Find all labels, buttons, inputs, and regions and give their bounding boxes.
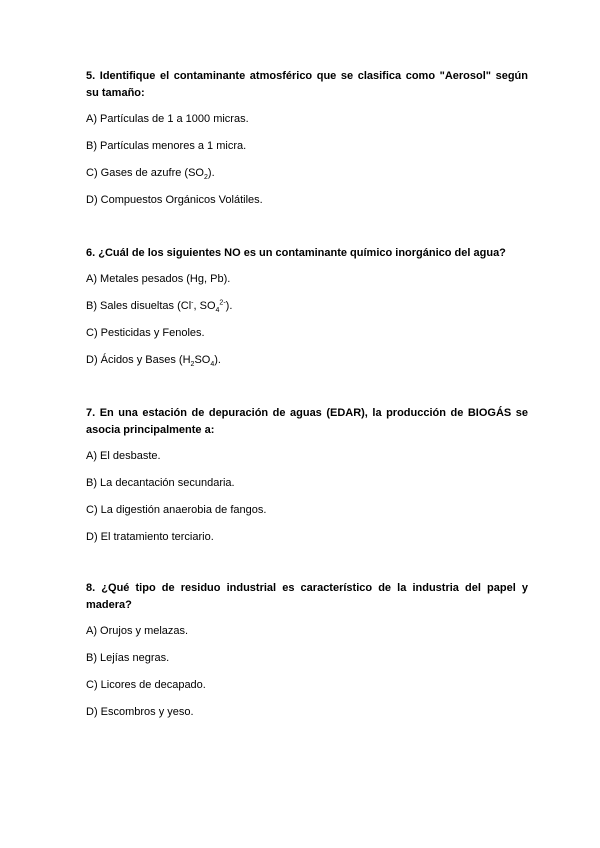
option-a: A) Partículas de 1 a 1000 micras. (86, 113, 249, 125)
question-title: 5. Identifique el contaminante atmosférico que se clasifica como "Aerosol" según su tamaño: (86, 70, 528, 99)
question-title: 8. ¿Qué tipo de residuo industrial es característico de la industria del papel y madera? (86, 582, 528, 611)
option-b-text: B) Sales disueltas (Cl (86, 300, 192, 312)
question-7 (86, 405, 528, 557)
option-b: B) Partículas menores a 1 micra. (86, 140, 247, 152)
option-a: A) Metales pesados (Hg, Pb). (86, 273, 231, 285)
option-c-text: C) Gases de azufre (SO (86, 167, 204, 179)
question-8 (86, 580, 528, 732)
subscript: 2 (204, 174, 208, 182)
superscript: 2- (219, 299, 226, 307)
option-d-mid: SO (194, 354, 211, 366)
superscript: - (191, 299, 194, 307)
question-title: 7. En una estación de depuración de aguas (EDAR), la producción de BIOGÁS se asocia principalmente a: (86, 407, 528, 436)
subscript: 2 (190, 361, 195, 369)
option-b-end: ). (225, 300, 233, 312)
option-d-end: ). (214, 354, 221, 366)
option-d: D) Compuestos Orgánicos Volátiles. (86, 194, 263, 206)
option-c: C) La digestión anaerobia de fangos. (86, 504, 267, 516)
option-c (86, 166, 528, 180)
option-b: B) Lejías negras. (86, 652, 170, 664)
question-title: 6. ¿Cuál de los siguientes NO es un contaminante químico inorgánico del agua? (86, 247, 506, 259)
subscript: 4 (215, 307, 220, 315)
question-6 (86, 245, 528, 380)
option-c-end: ). (207, 167, 215, 179)
option-b: B) La decantación secundaria. (86, 477, 235, 489)
option-c: C) Pesticidas y Fenoles. (86, 327, 205, 339)
option-a: A) Orujos y melazas. (86, 625, 189, 637)
option-c: C) Licores de decapado. (86, 679, 206, 691)
option-a: A) El desbaste. (86, 450, 161, 462)
option-d: D) El tratamiento terciario. (86, 531, 214, 543)
question-5 (86, 68, 528, 220)
option-d: D) Escombros y yeso. (86, 706, 194, 718)
option-b (86, 299, 528, 313)
option-d (86, 353, 528, 367)
option-d-text: D) Ácidos y Bases (H (86, 354, 191, 366)
option-b-mid: , SO (193, 300, 216, 312)
subscript: 4 (210, 361, 215, 369)
